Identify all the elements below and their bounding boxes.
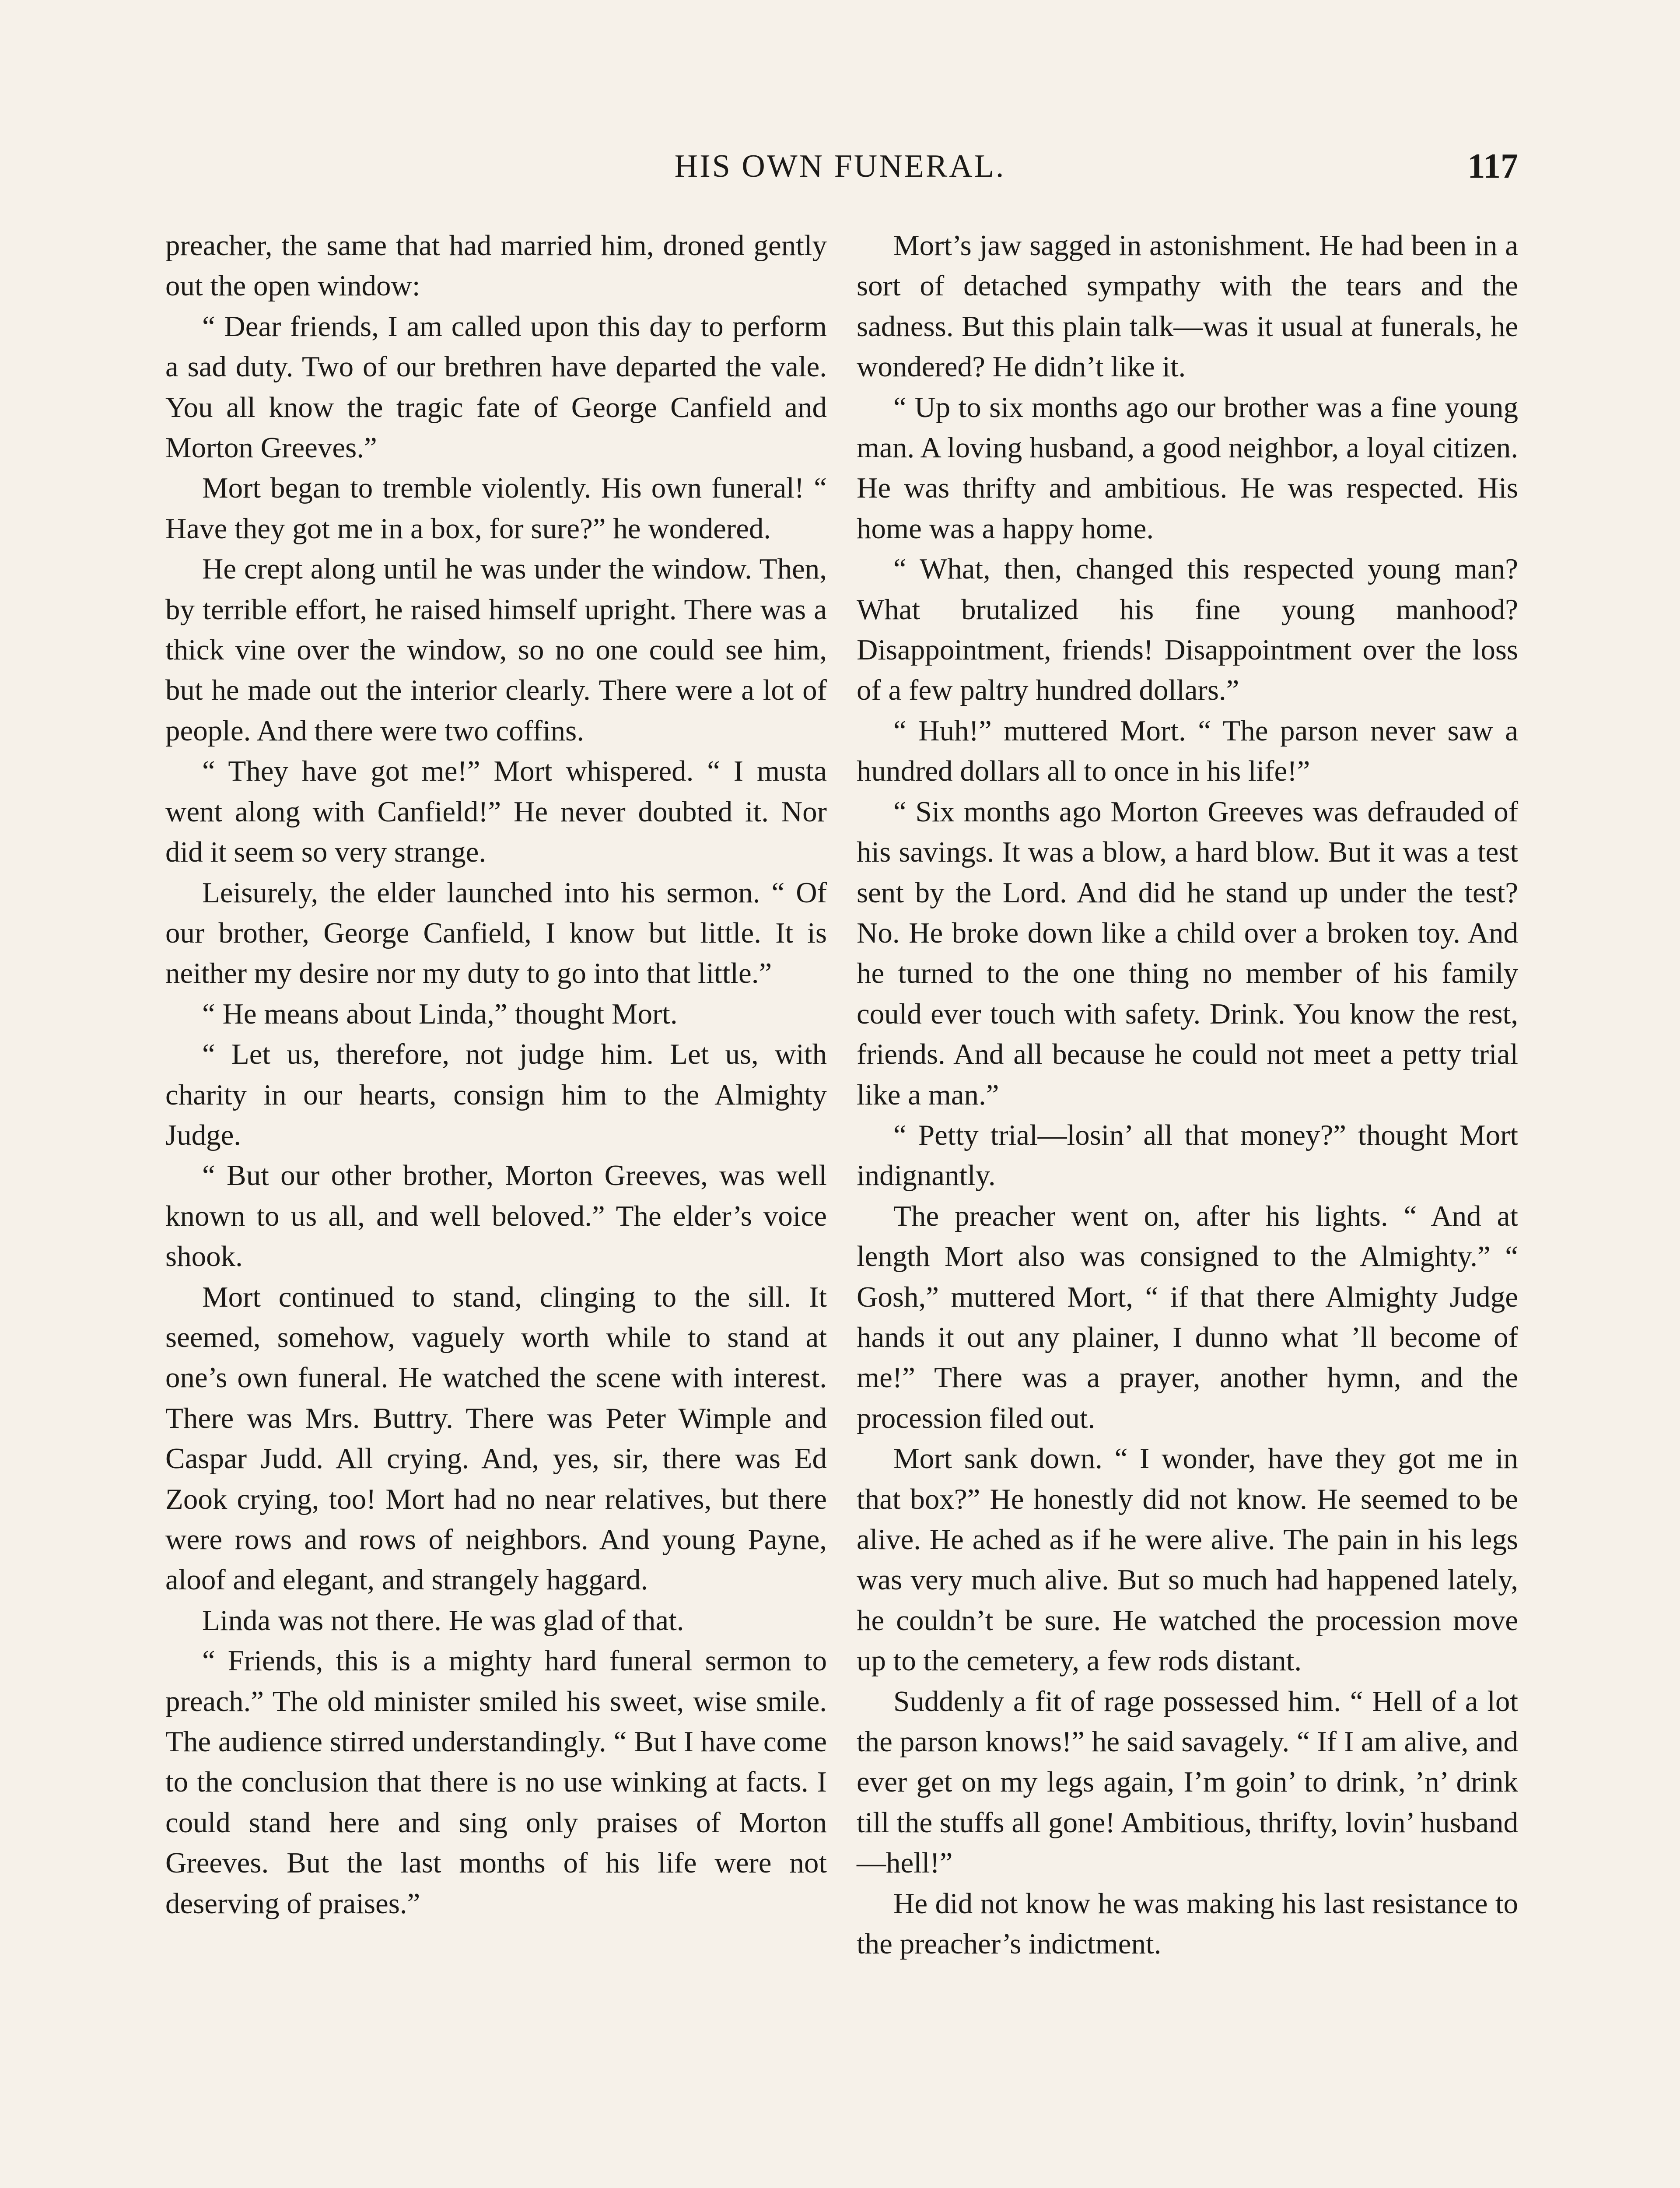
paragraph: Suddenly a fit of rage possessed him. “ Hell of a lot the parson knows!” he said savagely. “ If I am alive, and ever get on my legs again, I’m goin’ to drink, ’n’ drink till the stuffs all gone! Ambitious, thrifty, lovin’ husband—hell!” <box>857 1685 1518 1879</box>
paragraph: Leisurely, the elder launched into his sermon. “ Of our brother, George Canfield, I know but little. It is neither my desire nor my duty to go into that little.” <box>165 876 827 990</box>
paragraph: He did not know he was making his last resistance to the preacher’s indictment. <box>857 1887 1518 1960</box>
paragraph: Mort continued to stand, clinging to the sill. It seemed, somehow, vaguely worth while to stand at one’s own funeral. He watched the scene with interest. There was Mrs. Buttry. There was Peter Wimple and Caspar Judd. All crying. And, yes, sir, there was Ed Zook crying, too! Mort had no near relatives, but there were rows and rows of neighbors. And young Payne, aloof and elegant, and strangely haggard. <box>165 1280 827 1596</box>
left-text-column <box>165 225 827 1924</box>
running-head <box>162 142 1518 190</box>
paragraph: “ What, then, changed this respected young man? What brutalized his fine young manhood? Disappointment, friends! Disappointment over the loss of a few paltry hundred dollars.” <box>857 553 1518 707</box>
right-text-column <box>857 225 1518 1964</box>
paragraph: “ They have got me!” Mort whispered. “ I musta went along with Canfield!” He never doubted it. Nor did it seem so very strange. <box>165 755 827 869</box>
page-number: 117 <box>1467 147 1518 186</box>
running-title: HIS OWN FUNERAL. <box>674 148 1006 184</box>
paragraph: “ Up to six months ago our brother was a fine young man. A loving husband, a good neighbor, a loyal citizen. He was thrifty and ambitious. He was respected. His home was a happy home. <box>857 391 1518 545</box>
paragraph: “ He means about Linda,” thought Mort. <box>202 997 678 1030</box>
paragraph: Mort’s jaw sagged in astonishment. He had been in a sort of detached sympathy with the tears and the sadness. But this plain talk—was it usual at funerals, he wondered? He didn’t like it. <box>857 229 1518 383</box>
paragraph: “ Petty trial—losin’ all that money?” thought Mort indignantly. <box>857 1119 1518 1192</box>
paragraph: “ Let us, therefore, not judge him. Let us, with charity in our hearts, consign him to the Almighty Judge. <box>165 1038 827 1151</box>
paragraph: Mort sank down. “ I wonder, have they got me in that box?” He honestly did not know. He seemed to be alive. He ached as if he were alive. The pain in his legs was very much alive. But so much had happened lately, he couldn’t be sure. He watched the procession move up to the cemetery, a few rods distant. <box>857 1442 1518 1677</box>
paragraph: The preacher went on, after his lights. “ And at length Mort also was consigned to the Almighty.” “ Gosh,” muttered Mort, “ if that there Almighty Judge hands it out any plainer, I dunno what ’ll become of me!” There was a prayer, another hymn, and the procession filed out. <box>857 1199 1518 1434</box>
paragraph: Linda was not there. He was glad of that. <box>202 1604 684 1637</box>
paragraph: “ Huh!” muttered Mort. “ The parson never saw a hundred dollars all to once in his life!” <box>857 714 1518 788</box>
paragraph: Mort began to tremble violently. His own funeral! “ Have they got me in a box, for sure?” he wondered. <box>165 472 827 545</box>
paragraph: “ Six months ago Morton Greeves was defrauded of his savings. It was a blow, a hard blow. But it was a test sent by the Lord. And did he stand up under the test? No. He broke down like a child over a broken toy. And he turned to the one thing no member of his family could ever touch with safety. Drink. You know the rest, friends. And all because he could not meet a petty trial like a man.” <box>857 795 1518 1111</box>
paragraph: He crept along until he was under the window. Then, by terrible effort, he raised himself upright. There was a thick vine over the window, so no one could see him, but he made out the interior clearly. There were a lot of people. And there were two coffins. <box>165 553 827 747</box>
paragraph: preacher, the same that had married him, droned gently out the open window: <box>165 229 827 302</box>
paragraph: “ Friends, this is a mighty hard funeral sermon to preach.” The old minister smiled his sweet, wise smile. The audience stirred understandingly. “ But I have come to the conclusion that there is no use winking at facts. I could stand here and sing only praises of Morton Greeves. But the last months of his life were not deserving of praises.” <box>165 1645 827 1920</box>
paragraph: “ But our other brother, Morton Greeves, was well known to us all, and well beloved.” The elder’s voice shook. <box>165 1159 827 1273</box>
paragraph: “ Dear friends, I am called upon this day to perform a sad duty. Two of our brethren have departed the vale. You all know the tragic fate of George Canfield and Morton Greeves.” <box>165 310 827 464</box>
